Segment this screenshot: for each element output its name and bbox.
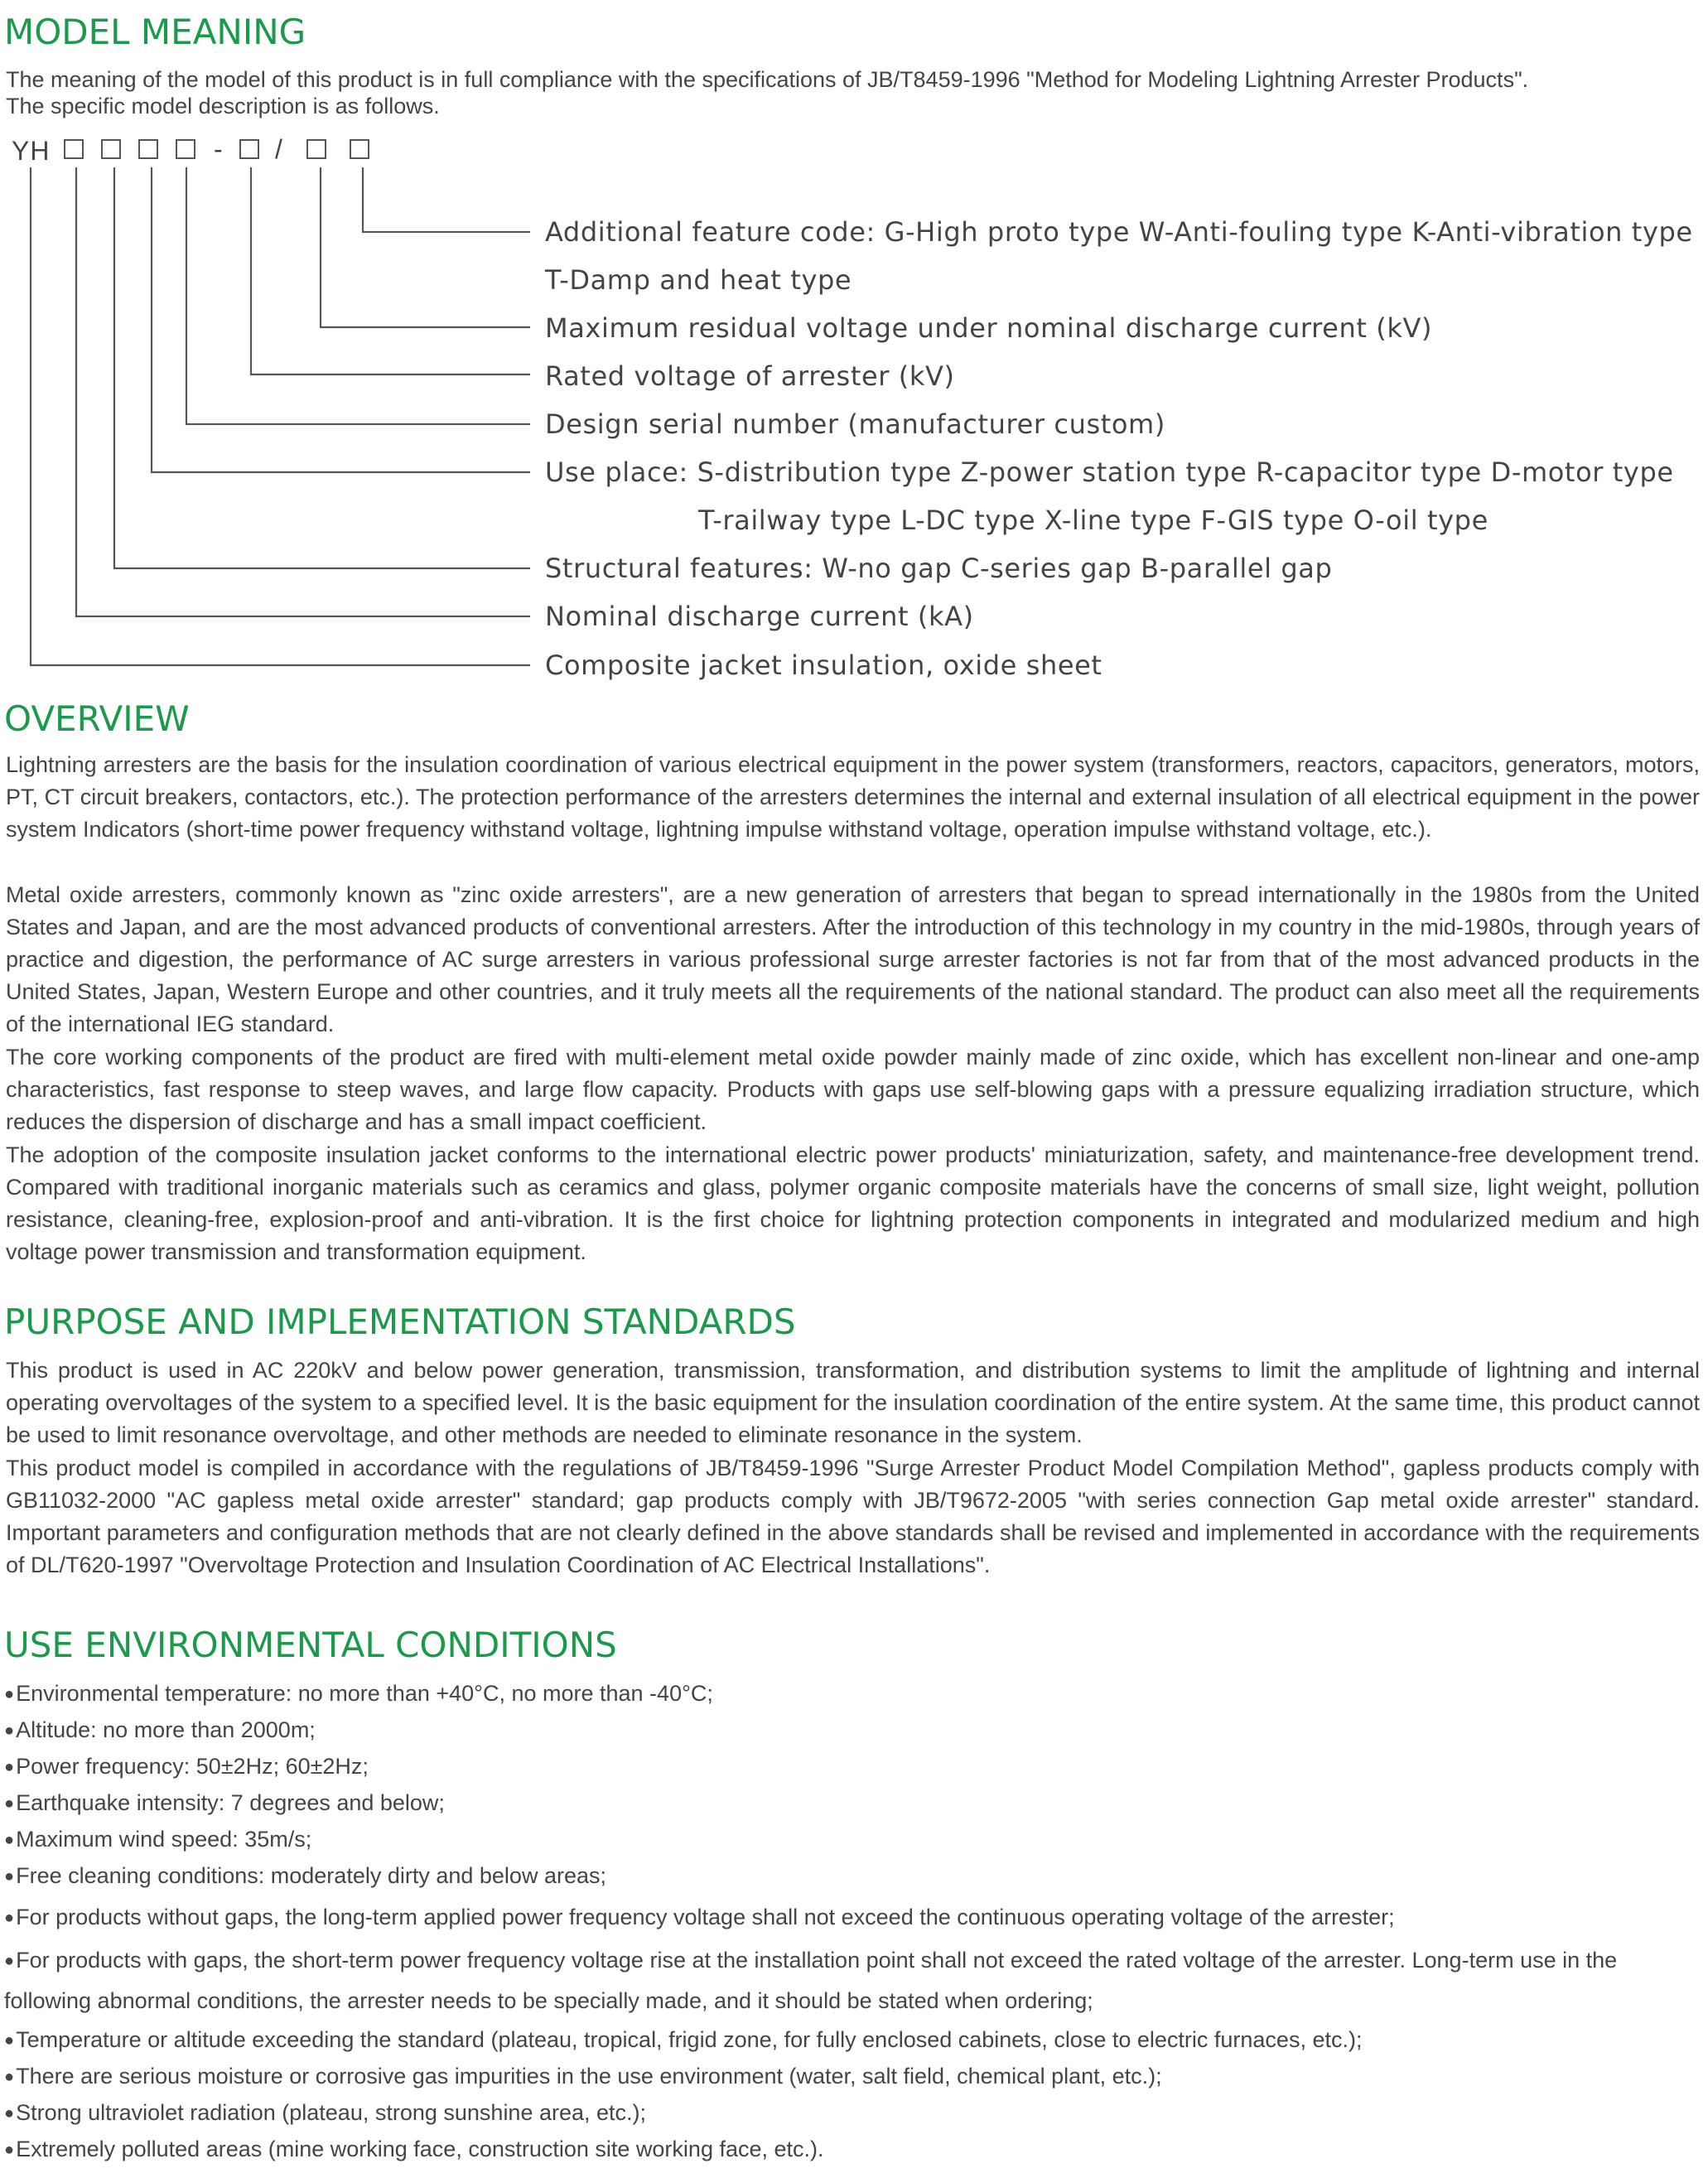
purpose-paragraph-2: This product model is compiled in accordance with the regulations of JB/T8459-1996 "Surge Arrester Product Model Compilation Method", gapless products comply with GB11032-2000 "AC gapless metal oxide arrester" standard; gap products comply with JB/T9672-2005 "with series connection Gap metal oxide arrester" standard. Important parameters and configuration methods that are not clearly defined in the above standards shall be revised and implemented in accordance with the requirements of DL/T620-1997 "Overvoltage Protection and Insulation Coordination of AC Electrical Installations".	[6, 1456, 1700, 1577]
code-slash: /	[275, 134, 282, 164]
environment-item: ●Altitude: no more than 2000m;	[4, 1717, 316, 1742]
label-additional-feature-code: Additional feature code: G-High proto type W-Anti-fouling type K-Anti-vibration type	[545, 216, 1693, 248]
bullet-icon: ●	[4, 1909, 15, 1927]
connector-line-design-serial	[186, 167, 530, 424]
model-code-prefix: YH	[12, 136, 51, 166]
bullet-icon: ●	[4, 2068, 15, 2086]
bullet-icon: ●	[4, 2104, 15, 2122]
overview-paragraph-3: The core working components of the product are fired with multi-element metal oxide powder mainly made of zinc oxide, which has excellent non-linear and one-amp characteristics, fast response to steep waves, and large flow capacity. Products with gaps use self-blowing gaps with a pressure equalizing irradiation structure, which reduces the dispersion of discharge and has a small impact coefficient.	[6, 1045, 1700, 1134]
label-rated-voltage: Rated voltage of arrester (kV)	[545, 360, 955, 392]
environment-item: ●Extremely polluted areas (mine working face, construction site working face, etc.).	[4, 2137, 824, 2161]
connector-line-feature-code	[363, 167, 530, 232]
intro-line-2: The specific model description is as follows.	[6, 94, 440, 118]
environment-item: ●There are serious moisture or corrosive gas impurities in the use environment (water, salt field, chemical plant, etc.);	[4, 2064, 1162, 2089]
bullet-icon: ●	[4, 1867, 15, 1886]
overview-heading: OVERVIEW	[4, 698, 190, 739]
bullet-icon: ●	[4, 1722, 15, 1740]
overview-paragraph-4: The adoption of the composite insulation jacket conforms to the international electric power products' miniaturization, safety, and maintenance-free development trend. Compared with traditional inorganic materials such as ceramics and glass, polymer organic composite materials have the concerns of small size, light weight, pollution resistance, cleaning-free, explosion-proof and anti-vibration. It is the first choice for lightning protection components in integrated and modularized medium and high voltage power transmission and transformation equipment.	[6, 1142, 1700, 1264]
purpose-paragraph-1: This product is used in AC 220kV and below power generation, transmission, transformation, and distribution systems to limit the amplitude of lightning and internal operating overvoltages of the system to a specified level. It is the basic equipment for the insulation coordination of the entire system. At the same time, this product cannot be used to limit resonance overvoltage, and other methods are needed to eliminate resonance in the system.	[6, 1358, 1700, 1447]
bullet-icon: ●	[4, 1758, 15, 1776]
connector-line-rated-voltage	[251, 167, 530, 374]
purpose-heading: PURPOSE AND IMPLEMENTATION STANDARDS	[4, 1301, 796, 1342]
bullet-icon: ●	[4, 2141, 15, 2159]
bullet-icon: ●	[4, 1831, 15, 1849]
environment-item: ●For products without gaps, the long-term applied power frequency voltage shall not exceed the continuous operating voltage of the arrester;	[4, 1905, 1395, 1929]
connector-line-structural	[114, 167, 530, 568]
environment-item: ●For products with gaps, the short-term power frequency voltage rise at the installation point shall not exceed the rated voltage of the arrester. Long-term use in the following abnormal conditions, the arrester needs to be specially made, and it should be stated when ordering;	[4, 1948, 1618, 2013]
label-nominal-discharge: Nominal discharge current (kA)	[545, 601, 974, 632]
environment-item: ●Earthquake intensity: 7 degrees and below;	[4, 1790, 445, 1815]
connector-line-use-place	[152, 167, 530, 472]
intro-line-1: The meaning of the model of this product is in full compliance with the specifications of JB/T8459-1996 "Method for Modeling Lightning Arrester Products".	[6, 67, 1529, 92]
environment-item: ●Environmental temperature: no more than +40°C, no more than -40°C;	[4, 1681, 713, 1706]
bullet-icon: ●	[4, 1685, 15, 1703]
environment-item: ●Temperature or altitude exceeding the standard (plateau, tropical, frigid zone, for fully enclosed cabinets, close to electric furnaces, etc.);	[4, 2027, 1363, 2052]
bullet-icon: ●	[4, 1794, 15, 1813]
label-damp-heat-type: T-Damp and heat type	[545, 264, 852, 296]
label-use-place-cont: T-railway type L-DC type X-line type F-GIS type O-oil type	[698, 505, 1488, 536]
environment-item: ●Free cleaning conditions: moderately dirty and below areas;	[4, 1863, 606, 1888]
environment-item: ●Power frequency: 50±2Hz; 60±2Hz;	[4, 1754, 369, 1779]
environment-item: ●Strong ultraviolet radiation (plateau, strong sunshine area, etc.);	[4, 2100, 647, 2125]
code-dash: -	[214, 134, 223, 164]
connector-line-residual-voltage	[321, 167, 530, 327]
overview-paragraph-2: Metal oxide arresters, commonly known as "zinc oxide arresters", are a new generation of arresters that began to spread internationally in the 1980s from the United States and Japan, and are the most advanced products of conventional arresters. After the introduction of this technology in my country in the mid-1980s, through years of practice and digestion, the performance of AC surge arresters in various professional surge arrester factories is not far from that of the most advanced products in the United States, Japan, Western Europe and other countries, and it truly meets all the requirements of the national standard. The product can also meet all the requirements of the international IEG standard.	[6, 882, 1700, 1036]
environment-heading: USE ENVIRONMENTAL CONDITIONS	[4, 1625, 617, 1665]
label-design-serial: Design serial number (manufacturer custom)	[545, 408, 1165, 440]
model-meaning-heading: MODEL MEANING	[4, 12, 306, 52]
label-composite-jacket: Composite jacket insulation, oxide sheet	[545, 650, 1102, 681]
label-structural-features: Structural features: W-no gap C-series gap B-parallel gap	[545, 553, 1333, 584]
environment-item: ●Maximum wind speed: 35m/s;	[4, 1827, 312, 1852]
bullet-icon: ●	[4, 2031, 15, 2050]
overview-paragraph-1: Lightning arresters are the basis for the insulation coordination of various electrical equipment in the power system (transformers, reactors, capacitors, generators, motors, PT, CT circuit breakers, contactors, etc.). The protection performance of the arresters determines the internal and external insulation of all electrical equipment in the power system Indicators (short-time power frequency withstand voltage, lightning impulse withstand voltage, operation impulse withstand voltage, etc.).	[6, 752, 1700, 842]
label-max-residual-voltage: Maximum residual voltage under nominal discharge current (kV)	[545, 312, 1433, 344]
label-use-place: Use place: S-distribution type Z-power station type R-capacitor type D-motor type	[545, 456, 1674, 488]
connector-line-nominal-discharge	[76, 167, 530, 616]
model-connector-lines	[0, 0, 1708, 688]
connector-line-composite-jacket	[31, 167, 530, 665]
bullet-icon: ●	[4, 1952, 15, 1970]
